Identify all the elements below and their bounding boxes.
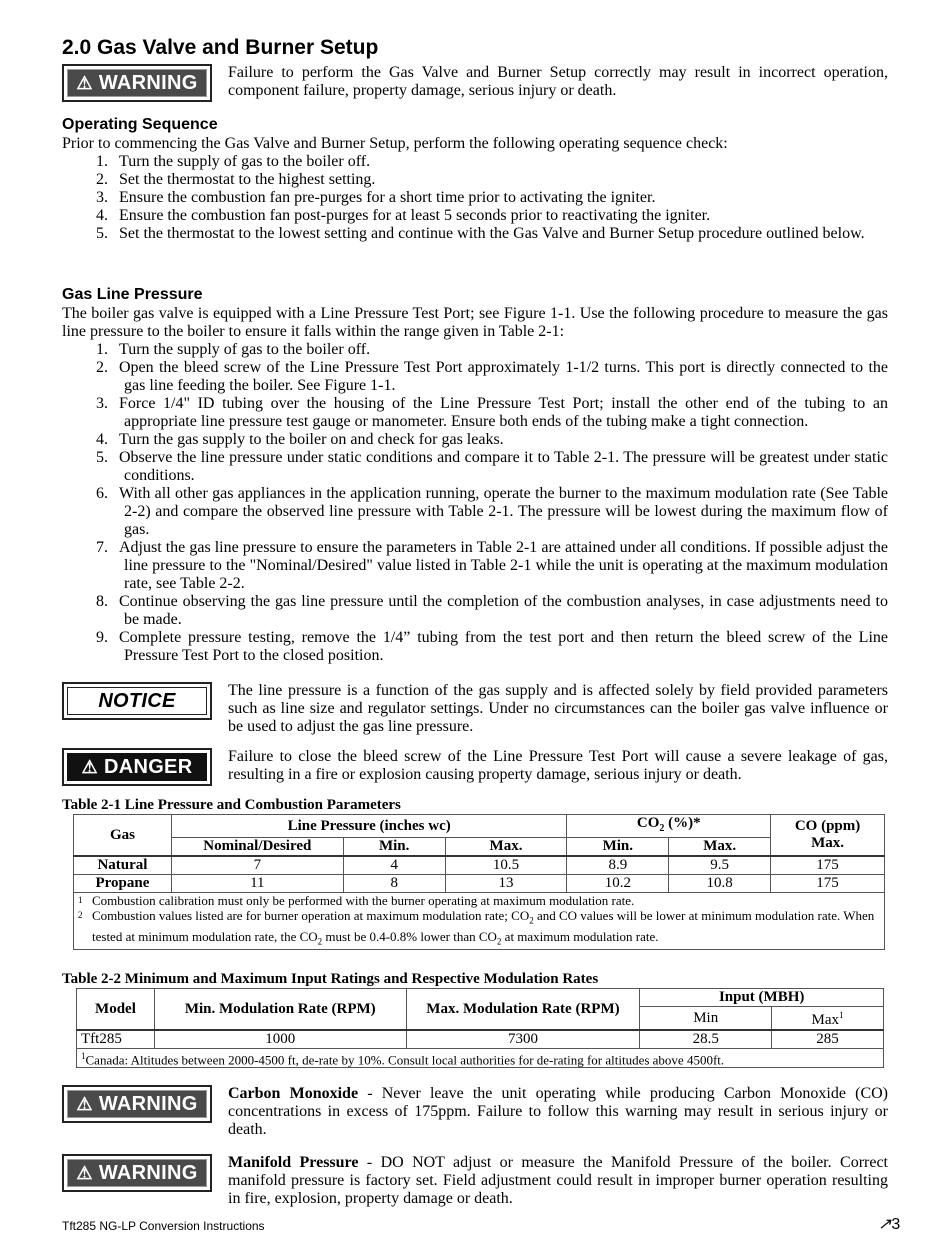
col-header: Max. Modulation Rate (RPM) bbox=[406, 989, 640, 1031]
table-caption: Table 2-1 Line Pressure and Combustion Parameters bbox=[62, 797, 401, 813]
list-item: 2. Open the bleed screw of the Line Pressure Test Port approximately 1-1/2 turns. This port is directly connected to the gas line feeding the boiler. See Figure 1-1. bbox=[96, 359, 888, 394]
table-2-1 bbox=[62, 796, 888, 950]
row-header: Propane bbox=[74, 875, 172, 893]
danger-text: Failure to close the bleed screw of the Line Pressure Test Port will cause a severe leakage of gas, resulting in a fire or explosion causing property damage, serious injury or death. bbox=[228, 748, 888, 783]
list-item: 5. Observe the line pressure under static conditions and compare it to Table 2-1. The pressure will be greatest under static conditions. bbox=[96, 449, 888, 484]
table-cell: 7300 bbox=[406, 1030, 640, 1049]
notice-badge bbox=[62, 682, 212, 720]
col-header: Min bbox=[640, 1007, 772, 1031]
sub-header: Max. bbox=[669, 838, 771, 857]
sub-header: Max. bbox=[445, 838, 567, 857]
table-cell: 285 bbox=[772, 1030, 884, 1049]
sub-header: Min. bbox=[567, 838, 669, 857]
gas-line-section bbox=[62, 285, 888, 665]
table-cell: 7 bbox=[171, 856, 343, 875]
list-item: 2. Set the thermostat to the highest setting. bbox=[96, 171, 376, 188]
section-intro: Prior to commencing the Gas Valve and Burner Setup, perform the following operating sequence check: bbox=[62, 135, 728, 152]
table-cell: 10.8 bbox=[669, 875, 771, 893]
col-header: CO (ppm) Max. bbox=[771, 815, 885, 857]
section-heading: Operating Sequence bbox=[62, 116, 218, 133]
section-intro: The boiler gas valve is equipped with a Line Pressure Test Port; see Figure 1-1. Use the following procedure to measure the gas line pressure to the boiler to ensure it falls within the range given in Table 2-1: bbox=[62, 305, 888, 340]
line-pressure-table bbox=[73, 814, 885, 950]
page-number: ↗3 bbox=[878, 1216, 901, 1233]
warning-label: WARNING bbox=[98, 71, 198, 94]
warning-badge bbox=[62, 64, 212, 102]
warning-triangle-icon: ⚠ bbox=[76, 72, 93, 93]
table-footnote: $^1$Canada: Altitudes between 2000-4500 ft, de-rate by 10%. Consult local authorities for de-rating for altitudes above 4500ft. bbox=[77, 1049, 884, 1068]
warning-triangle-icon: ⚠ bbox=[81, 756, 98, 777]
list-item: 6. With all other gas appliances in the application running, operate the burner to the maximum modulation rate (See Table 2-2) and compare the observed line pressure with Table 2-1. The pressure will be lowest during the maximum flow of gas. bbox=[96, 485, 888, 538]
table-cell: Tft285 bbox=[77, 1030, 155, 1049]
col-header: Input (MBH) bbox=[640, 989, 884, 1007]
table-row bbox=[74, 875, 885, 893]
list-item: 1. Turn the supply of gas to the boiler off. bbox=[96, 341, 371, 358]
table-cell: 1000 bbox=[154, 1030, 406, 1049]
list-item: 3. Ensure the combustion fan pre-purges for a short time prior to activating the igniter. bbox=[96, 189, 656, 206]
section-heading: Gas Line Pressure bbox=[62, 286, 203, 303]
table-cell: 8.9 bbox=[567, 856, 669, 875]
list-item: 8. Continue observing the gas line pressure until the completion of the combustion analyses, in case adjustments need to be made. bbox=[96, 593, 888, 628]
page-title: 2.0 Gas Valve and Burner Setup bbox=[62, 36, 379, 59]
list-item: 4. Ensure the combustion fan post-purges for at least 5 seconds prior to reactivating the igniter. bbox=[96, 207, 711, 224]
col-header: Model bbox=[77, 989, 155, 1031]
col-header: Min. Modulation Rate (RPM) bbox=[154, 989, 406, 1031]
list-item: 3. Force 1/4" ID tubing over the housing of the Line Pressure Test Port; install the other end of the tubing to an appropriate line pressure test gauge or manometer. Ensure both ends of the tubing make a tight connection. bbox=[96, 395, 888, 430]
sub-header: Nominal/Desired bbox=[171, 838, 343, 857]
table-row bbox=[74, 856, 885, 875]
warning-triangle-icon: ⚠ bbox=[76, 1162, 93, 1183]
notice-text: The line pressure is a function of the gas supply and is affected solely by field provided parameters such as line size and regulator settings. Under no circumstances can the boiler gas valve influence or be used to adjust the gas line pressure. bbox=[228, 682, 888, 735]
notice-label: NOTICE bbox=[98, 689, 176, 712]
list-item: 5. Set the thermostat to the lowest setting and continue with the Gas Valve and Burner Setup procedure outlined below. bbox=[96, 225, 865, 242]
input-ratings-table bbox=[76, 988, 884, 1068]
warning-label: WARNING bbox=[98, 1161, 198, 1184]
danger-badge bbox=[62, 748, 212, 786]
warning-label: WARNING bbox=[98, 1092, 198, 1115]
table-cell: 11 bbox=[171, 875, 343, 893]
table-cell: 9.5 bbox=[669, 856, 771, 875]
row-header: Natural bbox=[74, 856, 172, 875]
warning-text: Failure to perform the Gas Valve and Burner Setup correctly may result in incorrect operation, component failure, property damage, serious injury or death. bbox=[228, 64, 888, 99]
table-cell: 175 bbox=[771, 856, 885, 875]
warning-text: Carbon Monoxide - Never leave the unit operating while producing Carbon Monoxide (CO) concentrations in excess of 175ppm. Failure to follow this warning may result in serious injury or death. bbox=[228, 1085, 888, 1138]
danger-label: DANGER bbox=[103, 755, 193, 778]
col-header: Max$^1$ bbox=[772, 1007, 884, 1031]
warning-badge bbox=[62, 1154, 212, 1192]
table-cell: 13 bbox=[445, 875, 567, 893]
list-item: 4. Turn the gas supply to the boiler on and check for gas leaks. bbox=[96, 431, 504, 448]
table-cell: 8 bbox=[343, 875, 445, 893]
col-header: $CO_2$ (%)* bbox=[567, 815, 771, 838]
list-item: 9. Complete pressure testing, remove the 1/4” tubing from the test port and then return the bleed screw of the Line Pressure Test Port to the closed position. bbox=[96, 629, 888, 664]
warning-text: Manifold Pressure - DO NOT adjust or measure the Manifold Pressure of the boiler. Correct manifold pressure is factory set. Field adjustment could result in improper burner operation resulting in fire, explosion, property damage or death. bbox=[228, 1154, 888, 1207]
operating-steps-list bbox=[62, 153, 888, 243]
col-header: Gas bbox=[74, 815, 172, 857]
operating-sequence-section bbox=[62, 115, 888, 243]
logo-swoosh-icon: ↗ bbox=[878, 1216, 892, 1233]
sub-header: Min. bbox=[343, 838, 445, 857]
gas-line-steps-list bbox=[62, 341, 888, 665]
table-cell: 175 bbox=[771, 875, 885, 893]
table-row bbox=[77, 1030, 884, 1049]
list-item: 7. Adjust the gas line pressure to ensure the parameters in Table 2-1 are attained under all conditions. If possible adjust the line pressure to the "Nominal/Desired" value listed in Table 2-1 while the unit is operating at the maximum modulation rate, see Table 2-2. bbox=[96, 539, 888, 592]
list-item: 1. Turn the supply of gas to the boiler off. bbox=[96, 153, 371, 170]
table-cell: 10.2 bbox=[567, 875, 669, 893]
warning-triangle-icon: ⚠ bbox=[76, 1093, 93, 1114]
table-cell: 4 bbox=[343, 856, 445, 875]
table-cell: 28.5 bbox=[640, 1030, 772, 1049]
table-2-2 bbox=[62, 970, 888, 1068]
warning-badge bbox=[62, 1085, 212, 1123]
footer-doc-title: Tft285 NG-LP Conversion Instructions bbox=[62, 1219, 265, 1233]
table-footnotes: 1 Combustion calibration must only be performed with the burner operating at maximum modulation rate. 2 Combustion values listed are for burner operation at maximum modulation rate; $CO_2$ and CO values will be lower at minimum modulation rate. When tested at minimum modulation rate, the $CO_2$ must be 0.4-0.8% lower than $CO_2$ at maximum modulation rate. bbox=[74, 893, 885, 950]
col-header: Line Pressure (inches wc) bbox=[171, 815, 567, 838]
table-cell: 10.5 bbox=[445, 856, 567, 875]
table-caption: Table 2-2 Minimum and Maximum Input Ratings and Respective Modulation Rates bbox=[62, 971, 599, 987]
